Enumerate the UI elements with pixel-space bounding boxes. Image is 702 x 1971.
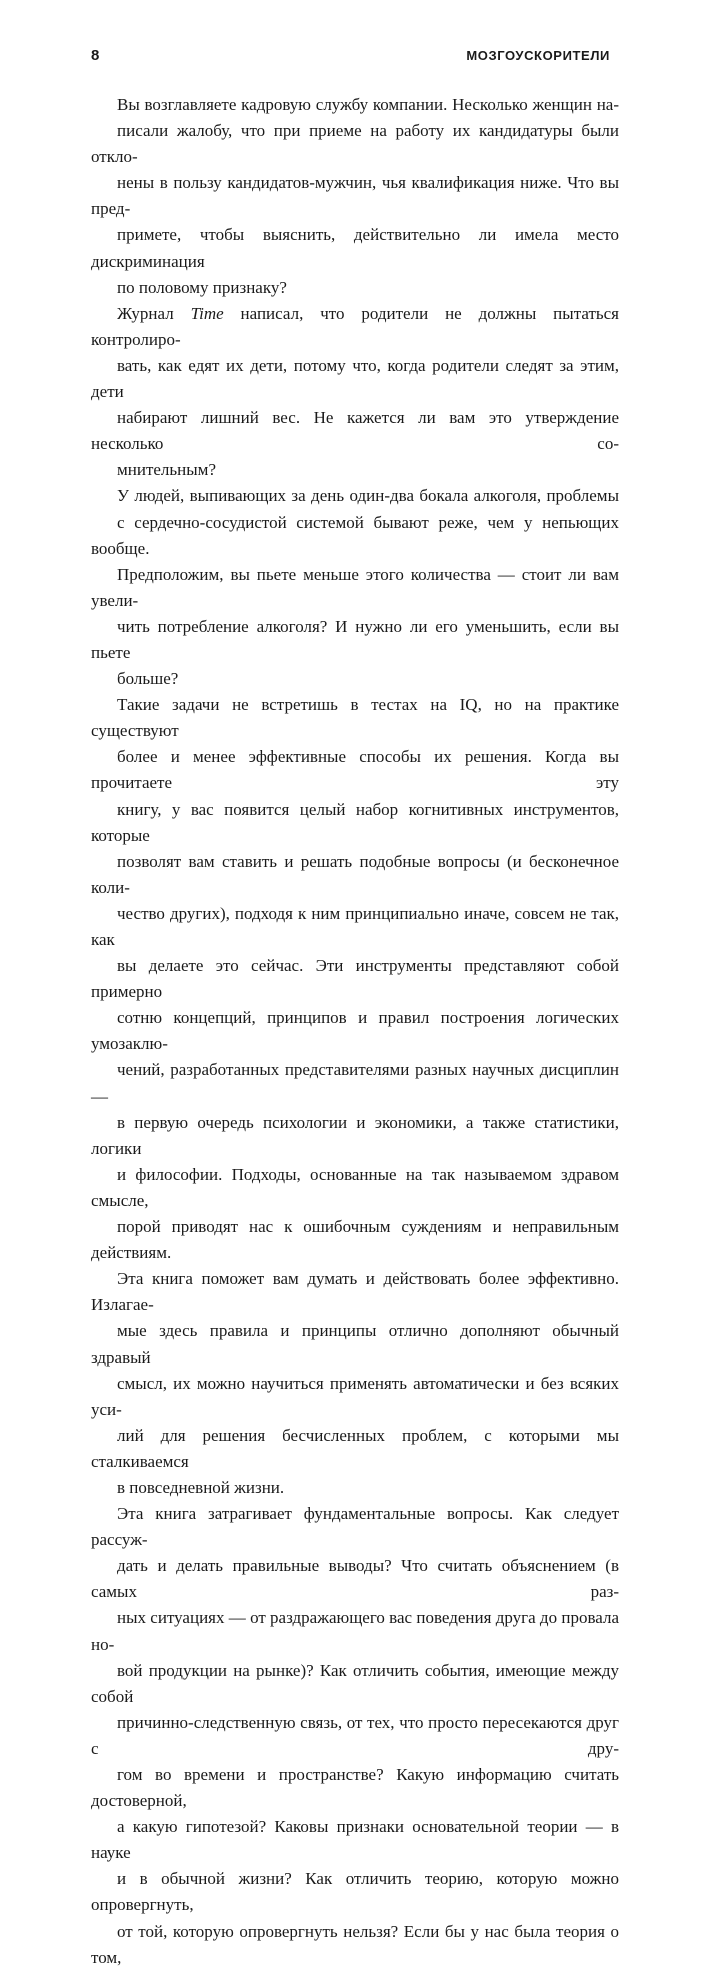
text-line bbox=[91, 301, 619, 353]
text-line: сотню концепций, принципов и правил построения логических умозаклю- bbox=[91, 1008, 619, 1054]
text-line: причинно-следственную связь, от тех, что просто пересекаются друг с дру- bbox=[91, 1712, 619, 1758]
paragraph-5 bbox=[91, 1501, 619, 1971]
text-line: ных ситуациях — от раздражающего вас поведения друга до провала но- bbox=[91, 1608, 619, 1654]
text-line: Предположим, вы пьете меньше этого количества — стоит ли вам увели- bbox=[91, 564, 619, 610]
text-line: вы делаете это сейчас. Эти инструменты представляют собой примерно bbox=[91, 956, 619, 1002]
paragraph-4 bbox=[91, 692, 619, 1501]
paragraph-1 bbox=[91, 92, 619, 301]
text-segment: написал, что родители не должны пытаться контролиро- bbox=[91, 303, 619, 349]
paragraph-3 bbox=[91, 483, 619, 692]
body-text bbox=[91, 92, 619, 1971]
text-line: по половому признаку? bbox=[117, 277, 287, 297]
text-line: более и менее эффективные способы их решения. Когда вы прочитаете эту bbox=[91, 747, 619, 793]
text-line: книгу, у вас появится целый набор когнитивных инструментов, которые bbox=[91, 799, 619, 845]
text-line: чество других), подходя к ним принципиально иначе, совсем не так, как bbox=[91, 903, 619, 949]
text-line: писали жалобу, что при приеме на работу их кандидатуры были откло- bbox=[91, 121, 619, 167]
text-line: а какую гипотезой? Каковы признаки основательной теории — в науке bbox=[91, 1817, 619, 1863]
text-line: мнительным? bbox=[117, 460, 216, 480]
text-line: мые здесь правила и принципы отлично дополняют обычный здравый bbox=[91, 1321, 619, 1367]
text-line: позволят вам ставить и решать подобные вопросы (и бесконечное коли- bbox=[91, 851, 619, 897]
text-line: вать, как едят их дети, потому что, когда родители следят за этим, дети bbox=[91, 355, 619, 402]
text-line: Эта книга затрагивает фундаментальные вопросы. Как следует рассуж- bbox=[91, 1504, 619, 1550]
text-line: гом во времени и пространстве? Какую информацию считать достоверной, bbox=[91, 1765, 619, 1811]
text-line: Такие задачи не встретишь в тестах на IQ, но на практике существуют bbox=[91, 695, 619, 741]
text-line: лий для решения бесчисленных проблем, с которыми мы сталкиваемся bbox=[91, 1425, 619, 1471]
text-line: дать и делать правильные выводы? Что считать объяснением (в самых раз- bbox=[91, 1556, 619, 1602]
text-line: смысл, их можно научиться применять автоматически и без всяких уси- bbox=[91, 1373, 619, 1419]
text-line: с сердечно-сосудистой системой бывают реже, чем у непьющих вообще. bbox=[91, 512, 619, 558]
text-line: от той, которую опровергнуть нельзя? Если бы у нас была теория о том, bbox=[91, 1921, 619, 1967]
text-line: больше? bbox=[117, 669, 179, 689]
text-line: в повседневной жизни. bbox=[117, 1477, 285, 1497]
text-line: нены в пользу кандидатов-мужчин, чья квалификация ниже. Что вы пред- bbox=[91, 173, 619, 219]
paragraph-2 bbox=[91, 301, 619, 484]
text-line: и в обычной жизни? Как отличить теорию, которую можно опровергнуть, bbox=[91, 1869, 619, 1915]
text-line: чить потребление алкоголя? И нужно ли его уменьшить, если вы пьете bbox=[91, 616, 619, 662]
text-segment: Журнал bbox=[117, 303, 191, 323]
text-line: вой продукции на рынке)? Как отличить события, имеющие между собой bbox=[91, 1660, 619, 1706]
magazine-title: Time bbox=[190, 303, 224, 323]
running-title: МОЗГОУСКОРИТЕЛИ bbox=[466, 48, 610, 63]
text-line: в первую очередь психологии и экономики, а также статистики, логики bbox=[91, 1112, 619, 1158]
page-number: 8 bbox=[91, 47, 100, 64]
text-line: примете, чтобы выяснить, действительно ли имела место дискриминация bbox=[91, 225, 619, 271]
text-line: порой приводят нас к ошибочным суждениям и неправильным действиям. bbox=[91, 1217, 619, 1263]
text-line: набирают лишний вес. Не кажется ли вам это утверждение несколько со- bbox=[91, 408, 619, 454]
text-line: и философии. Подходы, основанные на так называемом здравом смысле, bbox=[91, 1164, 619, 1210]
text-line: Эта книга поможет вам думать и действовать более эффективно. Излагае- bbox=[91, 1269, 619, 1315]
text-line: У людей, выпивающих за день один-два бокала алкоголя, проблемы bbox=[117, 486, 619, 506]
text-line: Вы возглавляете кадровую службу компании. Несколько женщин на- bbox=[117, 95, 619, 114]
text-line: чений, разработанных представителями разных научных дисциплин — bbox=[91, 1060, 619, 1106]
